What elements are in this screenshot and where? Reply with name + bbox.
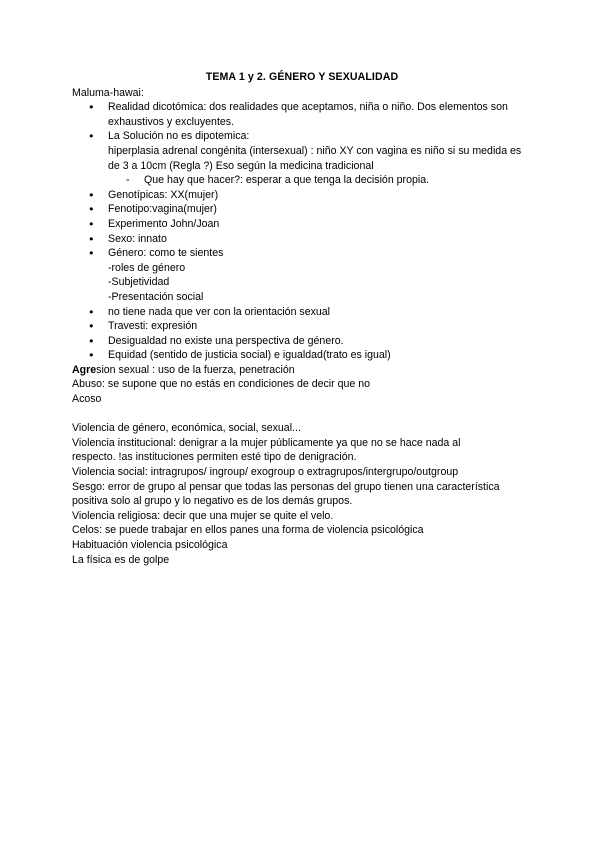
list-item: ● La Solución no es dipotemica: hiperplasia adrenal congénita (intersexual) : niño XY con vagina es niño si su medida es de 3 a 10cm (Regla ?) Eso según la medicina tradicional - Que hay que hacer?: esperar a que tenga la decisión propia. — [72, 129, 532, 187]
text-line: Acoso — [72, 393, 102, 406]
text-line: La física es de golpe — [72, 553, 170, 566]
document-title: TEMA 1 y 2. GÉNERO Y SEXUALIDAD — [205, 71, 399, 83]
sub-line: -Presentación social — [108, 290, 204, 303]
sub-line: -Subjetividad — [108, 276, 170, 289]
list-item: ● Equidad (sentido de justicia social) e igualdad(trato es igual) — [72, 348, 532, 363]
list-item: ● Género: como te sientes -roles de género -Subjetividad -Presentación social — [72, 246, 532, 304]
list-item: ● Desigualdad no existe una perspectiva de género. — [72, 334, 532, 349]
text-line: positiva solo al grupo y lo negativo es de los demás grupos. — [72, 495, 353, 508]
intro-line: Maluma-hawai: — [72, 86, 144, 99]
list-item: ● Experimento John/Joan — [72, 217, 532, 232]
list-item: ● Genotípicas: XX(mujer) — [72, 188, 532, 203]
agresion-line: Agresion sexual : uso de la fuerza, penetración — [72, 363, 295, 376]
list-item: ● Travesti: expresión — [72, 319, 532, 334]
text-line: Abuso: se supone que no estás en condiciones de decir que no — [72, 378, 371, 391]
text-line: respecto. !as instituciones permiten esté tipo de denigración. — [72, 451, 357, 464]
text-line: Celos: se puede trabajar en ellos panes una forma de violencia psicológica — [72, 524, 424, 537]
list-item: ● no tiene nada que ver con la orientación sexual — [72, 305, 532, 320]
bullet-list — [72, 100, 532, 363]
list-item: ● Sexo: innato — [72, 232, 532, 247]
dash-item: - Que hay que hacer?: esperar a que tenga la decisión propia. — [72, 173, 532, 188]
text-line: Violencia social: intragrupos/ ingroup/ exogroup o extragrupos/intergrupo/outgroup — [72, 466, 459, 479]
sub-line: -roles de género — [108, 261, 186, 274]
list-item: ● Realidad dicotómica: dos realidades que aceptamos, niña o niño. Dos elementos son exhaustivos y excluyentes. — [72, 100, 532, 129]
blank-line — [72, 407, 532, 422]
text-line: Habituación violencia psicológica — [72, 539, 228, 551]
sub-line: hiperplasia adrenal congénita (intersexual) : niño XY con vagina es niño si su medida es de 3 a 10cm (Regla ?) Eso según la medicina tradicional — [108, 144, 522, 172]
document-page — [72, 70, 532, 567]
text-line: Violencia institucional: denigrar a la mujer públicamente ya que no se hace nada al — [72, 436, 461, 449]
text-line: Sesgo: error de grupo al pensar que todas las personas del grupo tienen una característica — [72, 480, 500, 493]
text-line: Violencia religiosa: decir que una mujer se quite el velo. — [72, 509, 334, 522]
list-item: ● Fenotipo:vagina(mujer) — [72, 202, 532, 217]
text-line: Violencia de género, económica, social, sexual... — [72, 422, 301, 435]
